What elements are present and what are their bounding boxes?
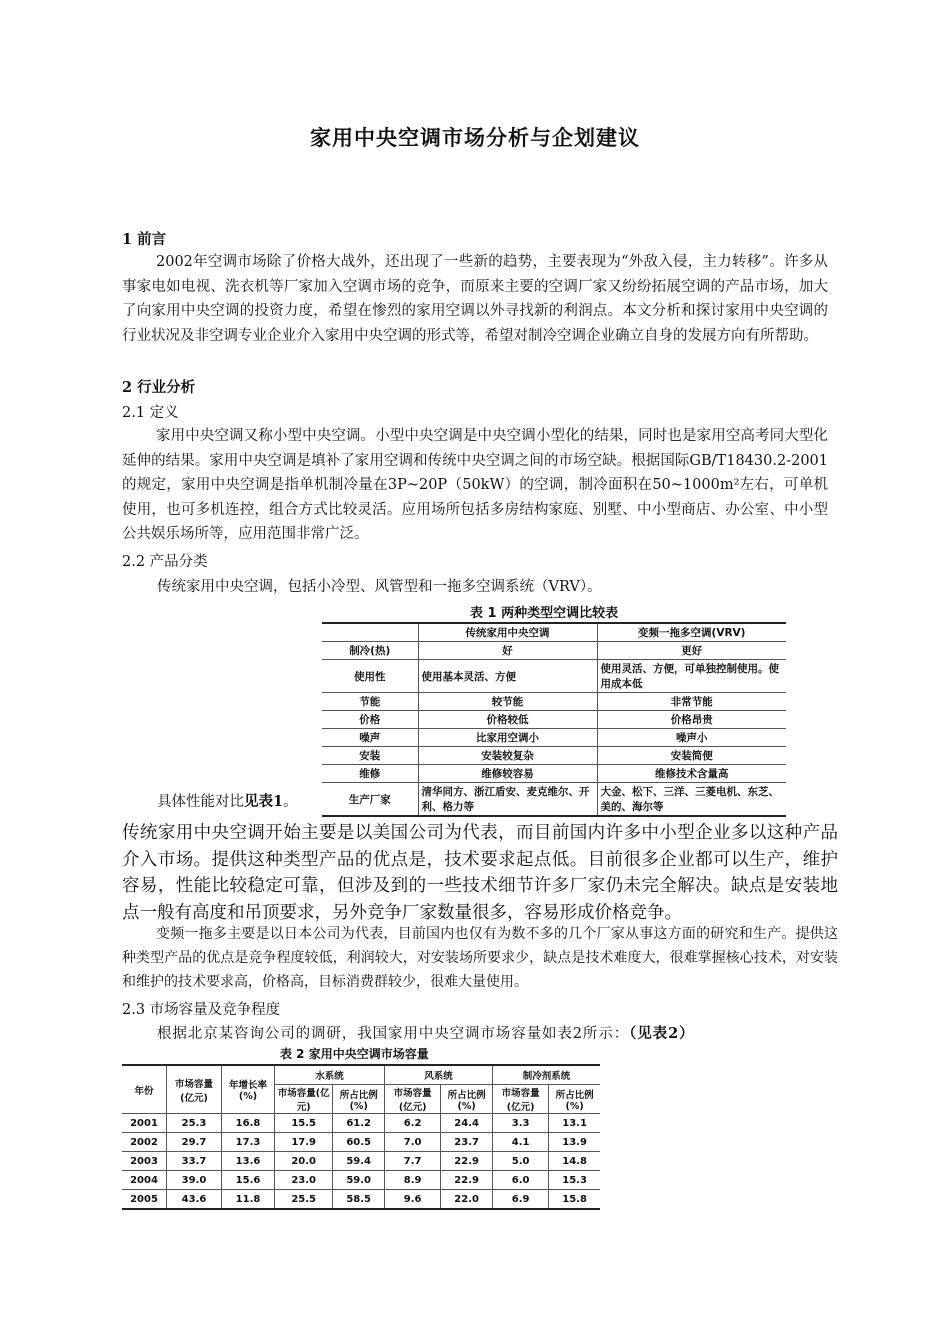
row-label: 生产厂家 [322, 783, 418, 817]
section-heading-intro: 1 前言 [122, 231, 167, 248]
table-reference-line [157, 790, 298, 811]
table-cell: 9.6 [385, 1190, 441, 1210]
table-cell: 17.3 [222, 1133, 275, 1152]
table-cell: 25.3 [167, 1114, 222, 1133]
table-cell: 59.4 [333, 1152, 385, 1171]
table-header-cell [322, 623, 418, 642]
table-cell: 7.7 [385, 1152, 441, 1171]
table-row [322, 660, 786, 693]
table-cell: 15.6 [222, 1171, 275, 1190]
table-row [322, 693, 786, 711]
table-cell: 大金、松下、三洋、三菱电机、东芝、美的、海尔等 [597, 783, 786, 817]
table-row [322, 711, 786, 729]
table-cell: 15.3 [549, 1171, 600, 1190]
row-label: 节能 [322, 693, 418, 711]
table-cell: 15.8 [549, 1190, 600, 1210]
sub-share: 所占比例(%) [441, 1085, 493, 1114]
table-cell: 6.2 [385, 1114, 441, 1133]
sub-share: 所占比例(%) [333, 1085, 385, 1114]
sub-capacity: 市场容量(亿元) [385, 1085, 441, 1114]
table-cell: 25.5 [275, 1190, 333, 1210]
row-label: 安装 [322, 747, 418, 765]
table-cell: 22.0 [441, 1190, 493, 1210]
table-row [122, 1152, 600, 1171]
market-capacity-table [122, 1064, 600, 1210]
table-row [122, 1114, 600, 1133]
group-water: 水系统 [275, 1065, 385, 1085]
vrv-paragraph: 变频一拖多主要是以日本公司为代表，目前国内也仅有为数不多的几个厂家从事这方面的研究和生产。提供这种类型产品的优点是竞争程度较低，利润较大，对安装场所要求少，缺点是技术难度大，很难掌握核心技术，对安装和维护的技术要求高，价格高，目标消费群较少，很难大量使用。 [122, 926, 838, 990]
year-cell: 2002 [122, 1133, 167, 1152]
table-row [322, 747, 786, 765]
table-cell: 59.0 [333, 1171, 385, 1190]
subsection-heading-market: 2.3 市场容量及竞争程度 [122, 1002, 281, 1018]
table-cell: 13.6 [222, 1152, 275, 1171]
sub-share: 所占比例(%) [549, 1085, 600, 1114]
table-cell: 维修较容易 [418, 765, 597, 783]
table-cell: 较节能 [418, 693, 597, 711]
table-cell: 8.9 [385, 1171, 441, 1190]
table-cell: 13.9 [549, 1133, 600, 1152]
market-line [157, 1022, 694, 1043]
table-cell: 22.9 [441, 1152, 493, 1171]
col-capacity: 市场容量(亿元) [167, 1065, 222, 1114]
subsection-heading-definition: 2.1 定义 [122, 405, 179, 421]
table-cell: 噪声小 [597, 729, 786, 747]
market-line-ref: （见表2） [629, 1025, 695, 1042]
table-cell: 61.2 [333, 1114, 385, 1133]
sub-capacity: 市场容量(亿元) [275, 1085, 333, 1114]
row-label: 制冷(热) [322, 642, 418, 660]
table-cell: 非常节能 [597, 693, 786, 711]
table-cell: 好 [418, 642, 597, 660]
table-cell: 5.0 [492, 1152, 548, 1171]
table1-caption: 表 1 两种类型空调比较表 [470, 606, 619, 621]
table-cell: 33.7 [167, 1152, 222, 1171]
table-cell: 清华同方、浙江盾安、麦克维尔、开利、格力等 [418, 783, 597, 817]
comparison-table [322, 622, 786, 817]
table-row [322, 729, 786, 747]
table-header-row [322, 623, 786, 642]
table-cell: 11.8 [222, 1190, 275, 1210]
table-cell: 比家用空调小 [418, 729, 597, 747]
table-cell: 29.7 [167, 1133, 222, 1152]
table-cell: 维修技术含量高 [597, 765, 786, 783]
section-heading-industry: 2 行业分析 [122, 379, 196, 396]
table-header-cell: 变频一拖多空调(VRV) [597, 623, 786, 642]
year-cell: 2003 [122, 1152, 167, 1171]
table-cell: 23.7 [441, 1133, 493, 1152]
traditional-ac-paragraph: 传统家用中央空调开始主要是以美国公司为代表，而目前国内许多中小型企业多以这种产品介入市场。提供这种类型产品的优点是，技术要求起点低。目前很多企业都可以生产，维护容易，性能比较稳定可靠，但涉及到的一些技术细节许多厂家仍未完全解决。缺点是安装地点一般有高度和吊顶要求，另外竞争厂家数量很多，容易形成价格竞争。 [122, 823, 838, 923]
subsection-heading-classification: 2.2 产品分类 [122, 554, 208, 570]
table-cell: 23.0 [275, 1171, 333, 1190]
table-cell: 更好 [597, 642, 786, 660]
table-cell: 17.9 [275, 1133, 333, 1152]
row-label: 维修 [322, 765, 418, 783]
table-cell: 安装简便 [597, 747, 786, 765]
row-label: 使用性 [322, 660, 418, 693]
table-ref-link: 见表1 [244, 793, 284, 810]
table-row [122, 1133, 600, 1152]
table-row [322, 783, 786, 817]
definition-paragraph: 家用中央空调又称小型中央空调。小型中央空调是中央空调小型化的结果，同时也是家用空高考同大型化延伸的结果。家用中央空调是填补了家用空调和传统中央空调之间的市场空缺。根据国际GB/T18430.2-2001的规定，家用中央空调是指单机制冷量在3P~20P（50kW）的空调，制冷面积在50~1000m²左右，可单机使用，也可多机连控，组合方式比较灵活。应用场所包括多房结构家庭、别墅、中小型商店、办公室、中小型公共娱乐场所等，应用范围非常广泛。 [122, 428, 828, 542]
table-cell: 58.5 [333, 1190, 385, 1210]
year-cell: 2004 [122, 1171, 167, 1190]
table-cell: 20.0 [275, 1152, 333, 1171]
group-refrigerant: 制冷剂系统 [492, 1065, 600, 1085]
table-cell: 使用灵活、方便，可单独控制使用。使用成本低 [597, 660, 786, 693]
table-cell: 安装较复杂 [418, 747, 597, 765]
group-air: 风系统 [385, 1065, 493, 1085]
row-label: 价格 [322, 711, 418, 729]
table-row [122, 1190, 600, 1210]
table-cell: 价格较低 [418, 711, 597, 729]
year-cell: 2001 [122, 1114, 167, 1133]
table-cell: 22.9 [441, 1171, 493, 1190]
table-ref-prefix: 具体性能对比 [157, 794, 244, 810]
table-cell: 13.1 [549, 1114, 600, 1133]
col-growth: 年增长率(%) [222, 1065, 275, 1114]
table-header-cell: 传统家用中央空调 [418, 623, 597, 642]
table-cell: 16.8 [222, 1114, 275, 1133]
table-cell: 43.6 [167, 1190, 222, 1210]
table2-caption: 表 2 家用中央空调市场容量 [280, 1047, 429, 1061]
table-ref-suffix: 。 [283, 794, 298, 810]
col-year: 年份 [122, 1065, 167, 1114]
table-cell: 价格昂贵 [597, 711, 786, 729]
table-cell: 39.0 [167, 1171, 222, 1190]
classification-line: 传统家用中央空调，包括小冷型、风管型和一拖多空调系统（VRV）。 [157, 579, 602, 595]
table-cell: 6.0 [492, 1171, 548, 1190]
table-cell: 24.4 [441, 1114, 493, 1133]
table-cell: 使用基本灵活、方便 [418, 660, 597, 693]
market-line-text: 根据北京某咨询公司的调研，我国家用中央空调市场容量如表2所示： [157, 1026, 630, 1042]
table-cell: 4.1 [492, 1133, 548, 1152]
intro-paragraph: 2002年空调市场除了价格大战外，还出现了一些新的趋势，主要表现为“外敌入侵，主力转移”。许多从事家电如电视、洗衣机等厂家加入空调市场的竞争，而原来主要的空调厂家又纷纷拓展空调的产品市场，加大了向家用中央空调的投资力度，希望在惨烈的家用空调以外寻找新的利润点。本文分析和探讨家用中央空调的行业状况及非空调专业企业介入家用中央空调的形式等，希望对制冷空调企业确立自身的发展方向有所帮助。 [122, 254, 828, 344]
table-cell: 14.8 [549, 1152, 600, 1171]
table-cell: 7.0 [385, 1133, 441, 1152]
table-row [322, 642, 786, 660]
sub-capacity: 市场容量(亿元) [492, 1085, 548, 1114]
year-cell: 2005 [122, 1190, 167, 1210]
row-label: 噪声 [322, 729, 418, 747]
table-cell: 6.9 [492, 1190, 548, 1210]
table-cell: 60.5 [333, 1133, 385, 1152]
table-cell: 3.3 [492, 1114, 548, 1133]
table-row [322, 765, 786, 783]
table-row [122, 1171, 600, 1190]
table-cell: 15.5 [275, 1114, 333, 1133]
page-title: 家用中央空调市场分析与企划建议 [310, 125, 640, 150]
